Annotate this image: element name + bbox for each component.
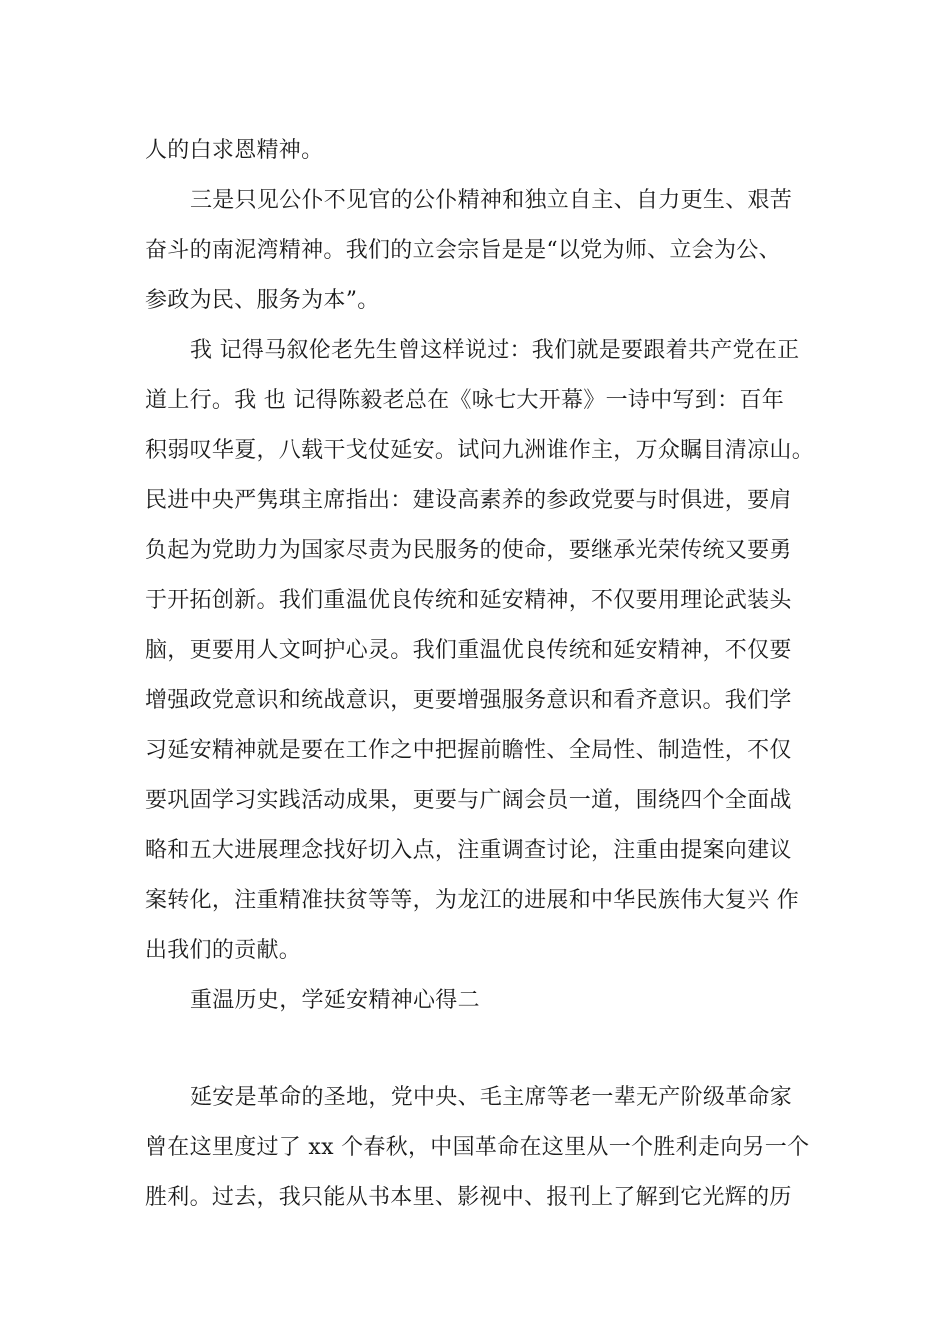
text-line: 人的白求恩精神。: [145, 138, 324, 163]
text-line: 延安是革命的圣地，党中央、毛主席等老一辈无产阶级革命家: [190, 1085, 793, 1110]
text-line: 增强政党意识和统战意识，更要增强服务意识和看齐意识。我们学: [145, 688, 792, 713]
text-line: 奋斗的南泥湾精神。我们的立会宗旨是是“以党为师、立会为公、: [145, 238, 781, 263]
text-line: 略和五大进展理念找好切入点，注重调查讨论，注重由提案向建议: [145, 838, 792, 863]
text-line: 负起为党助力为国家尽责为民服务的使命，要继承光荣传统又要勇: [145, 538, 792, 563]
text-line: 案转化，注重精准扶贫等等，为龙江的进展和中华民族伟大复兴 作: [145, 888, 799, 913]
text-line: 脑，更要用人文呵护心灵。我们重温优良传统和延安精神，不仅要: [145, 638, 792, 663]
text-line: 积弱叹华夏，八载干戈仗延安。试问九洲谁作主，万众瞩目清凉山。: [145, 438, 815, 463]
text-line: 于开拓创新。我们重温优良传统和延安精神，不仅要用理论武装头: [145, 588, 792, 613]
section-heading: 重温历史，学延安精神心得二: [190, 988, 480, 1013]
text-line: 曾在这里度过了 xx 个春秋，中国革命在这里从一个胜利走向另一个: [145, 1135, 810, 1160]
text-line: 胜利。过去，我只能从书本里、影视中、报刊上了解到它光辉的历: [145, 1185, 792, 1210]
text-line: 要巩固学习实践活动成果，更要与广阔会员一道，围绕四个全面战: [145, 788, 792, 813]
text-line: 参政为民、服务为本”。: [145, 288, 380, 313]
text-line: 习延安精神就是要在工作之中把握前瞻性、全局性、制造性，不仅: [145, 738, 792, 763]
text-line: 民进中央严隽琪主席指出：建设高素养的参政党要与时俱进，要肩: [145, 488, 792, 513]
text-line: 道上行。我 也 记得陈毅老总在《咏七大开幕》一诗中写到：百年: [145, 388, 784, 413]
text-line: 三是只见公仆不见官的公仆精神和独立自主、自力更生、艰苦: [190, 188, 793, 213]
text-line: 出我们的贡献。: [145, 938, 302, 963]
text-line: 我 记得马叙伦老先生曾这样说过：我们就是要跟着共产党在正: [190, 338, 800, 363]
